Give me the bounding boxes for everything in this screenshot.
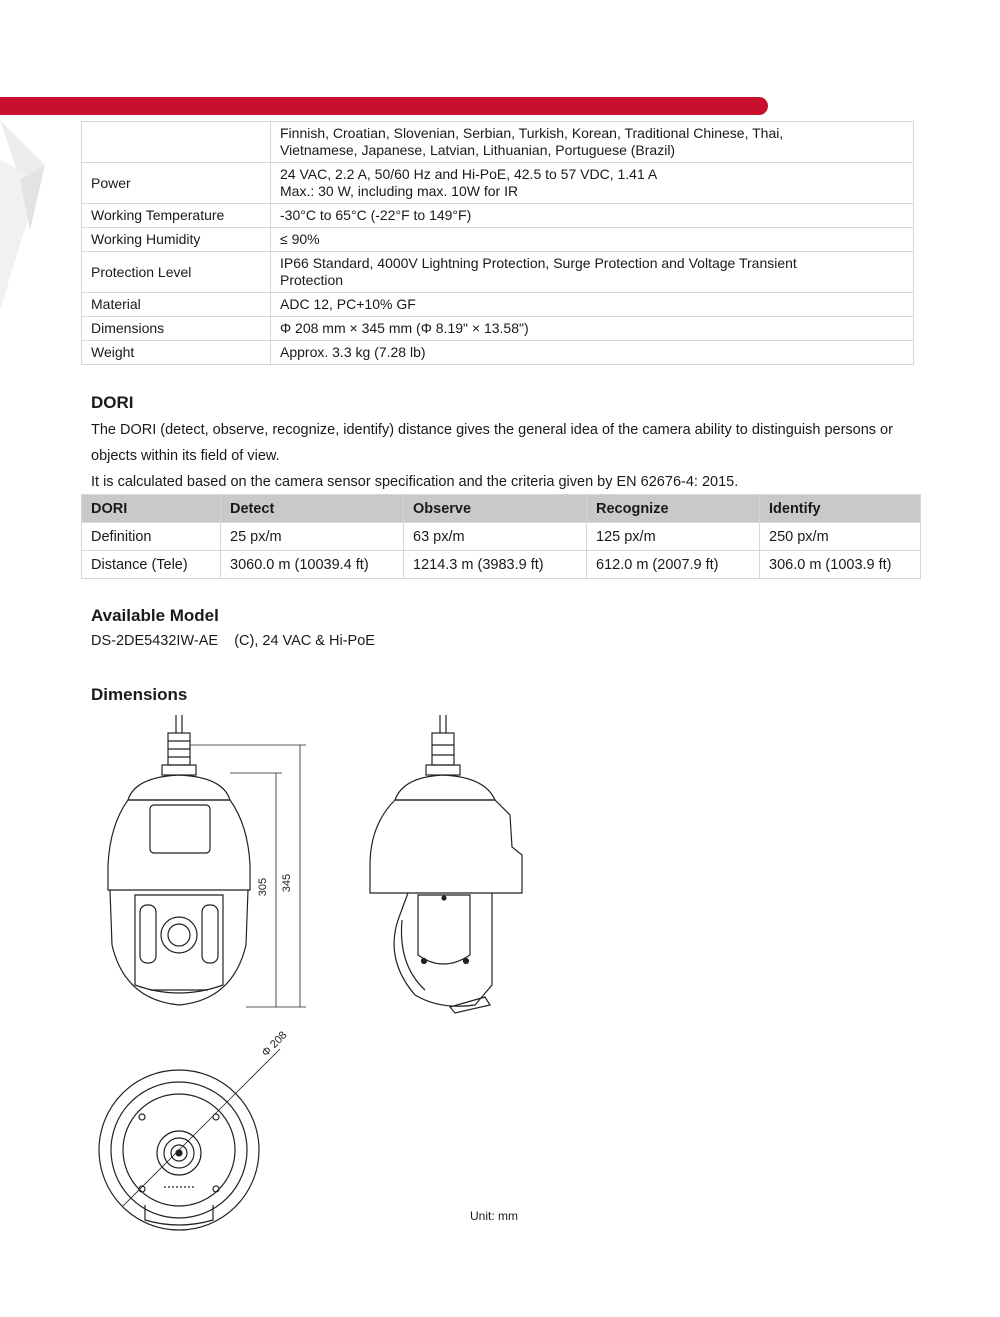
- dori-cell: Definition: [82, 523, 221, 551]
- unit-label: Unit: mm: [470, 1209, 518, 1223]
- header-accent-bar: [0, 97, 768, 115]
- table-row: [82, 163, 914, 204]
- model-detail: (C), 24 VAC & Hi-PoE: [234, 633, 375, 649]
- dori-cell: 25 px/m: [221, 523, 404, 551]
- spec-label: Weight: [82, 341, 271, 365]
- spec-value-line: Finnish, Croatian, Slovenian, Serbian, Turkish, Korean, Traditional Chinese, Thai,: [280, 125, 784, 141]
- dimension-drawings: [80, 715, 550, 1235]
- dori-paragraph-2: It is calculated based on the camera sensor specification and the criteria given by EN 62676-4: 2015.: [91, 474, 739, 490]
- spec-value: [271, 228, 914, 252]
- dim-label-diameter: Φ 208: [259, 1029, 290, 1060]
- camera-top-view: [99, 1049, 280, 1230]
- spec-label: [82, 122, 271, 163]
- dori-cell: 612.0 m (2007.9 ft): [587, 551, 760, 579]
- corner-decoration: [0, 120, 60, 310]
- spec-value-line: ≤ 90%: [280, 231, 320, 247]
- dori-table: [81, 494, 921, 579]
- dimensions-title: Dimensions: [91, 685, 188, 704]
- spec-value-line: Protection: [280, 272, 344, 288]
- dori-cell: 125 px/m: [587, 523, 760, 551]
- spec-value: [271, 317, 914, 341]
- dim-label-345: 345: [281, 873, 293, 893]
- table-row: [82, 341, 914, 365]
- spec-table: [81, 121, 914, 365]
- dori-cell: 250 px/m: [760, 523, 921, 551]
- spec-value-line: IP66 Standard, 4000V Lightning Protection, Surge Protection and Voltage Transient: [280, 255, 797, 271]
- dori-cell: 63 px/m: [404, 523, 587, 551]
- dori-title: DORI: [91, 393, 134, 412]
- table-row: [82, 252, 914, 293]
- spec-label: Working Temperature: [82, 204, 271, 228]
- table-row: [82, 122, 914, 163]
- spec-value: [271, 204, 914, 228]
- table-row: [82, 551, 921, 579]
- table-row: [82, 523, 921, 551]
- available-model-title: Available Model: [91, 606, 219, 625]
- dori-cell: 3060.0 m (10039.4 ft): [221, 551, 404, 579]
- dori-header-cell: Observe: [404, 495, 587, 523]
- model-number: DS-2DE5432IW-AE: [91, 633, 219, 649]
- dori-header-cell: Detect: [221, 495, 404, 523]
- spec-value-line: -30°C to 65°C (-22°F to 149°F): [280, 207, 472, 223]
- table-row: [82, 293, 914, 317]
- camera-side-view: [370, 715, 522, 1013]
- spec-value: [271, 163, 914, 204]
- spec-value: [271, 122, 914, 163]
- spec-value-line: Max.: 30 W, including max. 10W for IR: [280, 183, 519, 199]
- table-row: [82, 228, 914, 252]
- available-model-line: [91, 633, 375, 649]
- spec-value-line: 24 VAC, 2.2 A, 50/60 Hz and Hi-PoE, 42.5 to 57 VDC, 1.41 A: [280, 166, 658, 182]
- dori-paragraph-1: The DORI (detect, observe, recognize, identify) distance gives the general idea of the camera ability to distinguish persons or objects within its field of view.: [91, 422, 893, 464]
- dim-label-305: 305: [257, 877, 269, 897]
- dori-header-cell: Identify: [760, 495, 921, 523]
- spec-value-line: ADC 12, PC+10% GF: [280, 296, 416, 312]
- spec-value-line: Vietnamese, Japanese, Latvian, Lithuanian, Portuguese (Brazil): [280, 142, 676, 158]
- spec-label: Protection Level: [82, 252, 271, 293]
- spec-value-line: Φ 208 mm × 345 mm (Φ 8.19" × 13.58"): [280, 320, 529, 336]
- table-row: [82, 204, 914, 228]
- table-row: [82, 317, 914, 341]
- dori-cell: Distance (Tele): [82, 551, 221, 579]
- dori-cell: 306.0 m (1003.9 ft): [760, 551, 921, 579]
- spec-label: Power: [82, 163, 271, 204]
- spec-value-line: Approx. 3.3 kg (7.28 lb): [280, 344, 426, 360]
- spec-label: Dimensions: [82, 317, 271, 341]
- dori-header-row: [82, 495, 921, 523]
- dori-cell: 1214.3 m (3983.9 ft): [404, 551, 587, 579]
- dori-header-cell: Recognize: [587, 495, 760, 523]
- camera-front-view: [108, 715, 250, 1005]
- spec-value: [271, 252, 914, 293]
- dori-header-cell: DORI: [82, 495, 221, 523]
- spec-value: [271, 341, 914, 365]
- spec-label: Working Humidity: [82, 228, 271, 252]
- spec-label: Material: [82, 293, 271, 317]
- spec-value: [271, 293, 914, 317]
